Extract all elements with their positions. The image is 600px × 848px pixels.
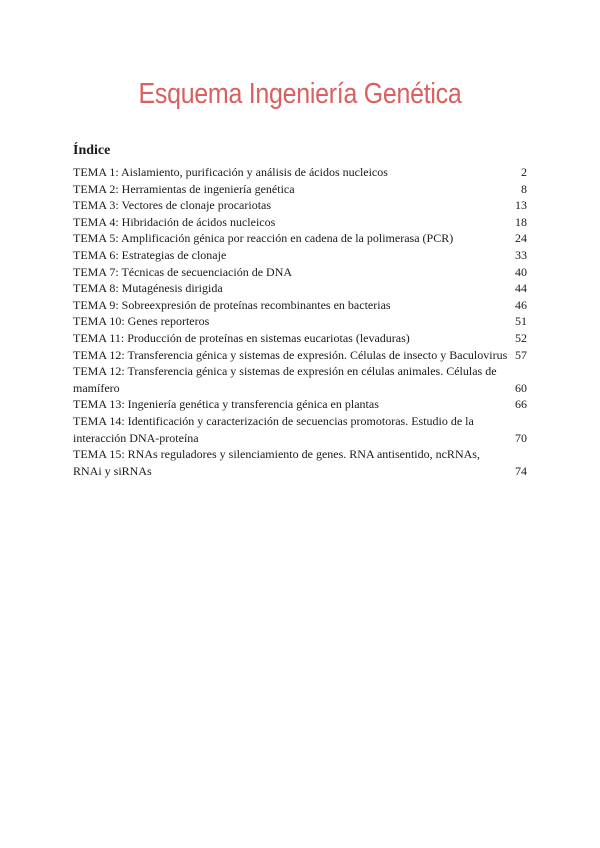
toc-entry-label: TEMA 8: Mutagénesis dirigida [73, 281, 223, 296]
toc-entry[interactable] [73, 330, 527, 347]
toc-entry[interactable] [73, 396, 527, 413]
toc-entry-page: 40 [515, 264, 527, 279]
toc-entry-page: 13 [515, 198, 527, 213]
toc-entry-page: 51 [515, 314, 527, 329]
toc-entry-label: TEMA 3: Vectores de clonaje procariotas [73, 198, 272, 213]
toc-entry-page: 44 [515, 281, 527, 296]
toc-entry[interactable] [73, 313, 527, 330]
toc-entry-page: 18 [515, 214, 527, 229]
toc-entry-label: TEMA 14: Identificación y caracterización de secuencias promotoras. Estudio de la interacción DNA-proteína [73, 413, 474, 445]
toc-entry-page: 70 [515, 430, 527, 445]
toc-entry-label: TEMA 2: Herramientas de ingeniería genética [73, 181, 295, 196]
toc-entry-page: 8 [521, 181, 527, 196]
toc-entry[interactable] [73, 446, 527, 479]
toc-entry[interactable] [73, 181, 527, 198]
toc-entry-label: TEMA 12: Transferencia génica y sistemas de expresión en células animales. Células de mamífero [73, 364, 497, 395]
toc-entry-label: TEMA 11: Producción de proteínas en sistemas eucariotas (levaduras) [73, 330, 410, 345]
toc-entry-label: TEMA 9: Sobreexpresión de proteínas recombinantes en bacterias [73, 297, 391, 312]
toc-entry-label: TEMA 1: Aislamiento, purificación y análisis de ácidos nucleicos [73, 165, 388, 179]
toc-entry-page: 66 [515, 397, 527, 412]
toc-entry[interactable] [73, 214, 527, 231]
toc-entry[interactable] [73, 164, 527, 181]
toc-entry[interactable] [73, 347, 527, 364]
toc-entry-label: TEMA 15: RNAs reguladores y silenciamiento de genes. RNA antisentido, ncRNAs, RNAi y siRNAs [73, 447, 480, 478]
toc-entry-page: 52 [515, 330, 527, 345]
toc-entry-label: TEMA 6: Estrategias de clonaje [73, 247, 227, 262]
toc-entry[interactable] [73, 297, 527, 314]
toc-entry-label: TEMA 5: Amplificación génica por reacción en cadena de la polimerasa (PCR) [73, 231, 454, 246]
toc-entry-page: 2 [521, 165, 527, 179]
toc-entry-page: 33 [515, 247, 527, 262]
toc-entry[interactable] [73, 230, 527, 247]
toc-entry[interactable] [73, 280, 527, 297]
toc-entry-label: TEMA 4: Hibridación de ácidos nucleicos [73, 214, 276, 229]
toc-entry-page: 60 [515, 380, 527, 395]
table-of-contents [73, 164, 527, 479]
toc-entry-label: TEMA 10: Genes reporteros [73, 314, 210, 329]
toc-entry[interactable] [73, 197, 527, 214]
toc-entry-page: 24 [515, 231, 527, 246]
index-heading: Índice [73, 143, 111, 158]
toc-entry-label: TEMA 12: Transferencia génica y sistemas de expresión. Células de insecto y Baculovirus [73, 347, 508, 362]
toc-entry[interactable] [73, 413, 527, 446]
toc-entry-page: 46 [515, 297, 527, 312]
toc-entry-label: TEMA 7: Técnicas de secuenciación de DNA [73, 264, 293, 279]
toc-entry-label: TEMA 13: Ingeniería genética y transferencia génica en plantas [73, 397, 379, 412]
document-title: Esquema Ingeniería Genética [138, 78, 462, 110]
toc-entry[interactable] [73, 247, 527, 264]
toc-entry-page: 57 [515, 347, 527, 362]
toc-entry[interactable] [73, 264, 527, 281]
toc-entry-page: 74 [515, 463, 527, 478]
toc-entry[interactable] [73, 363, 527, 396]
